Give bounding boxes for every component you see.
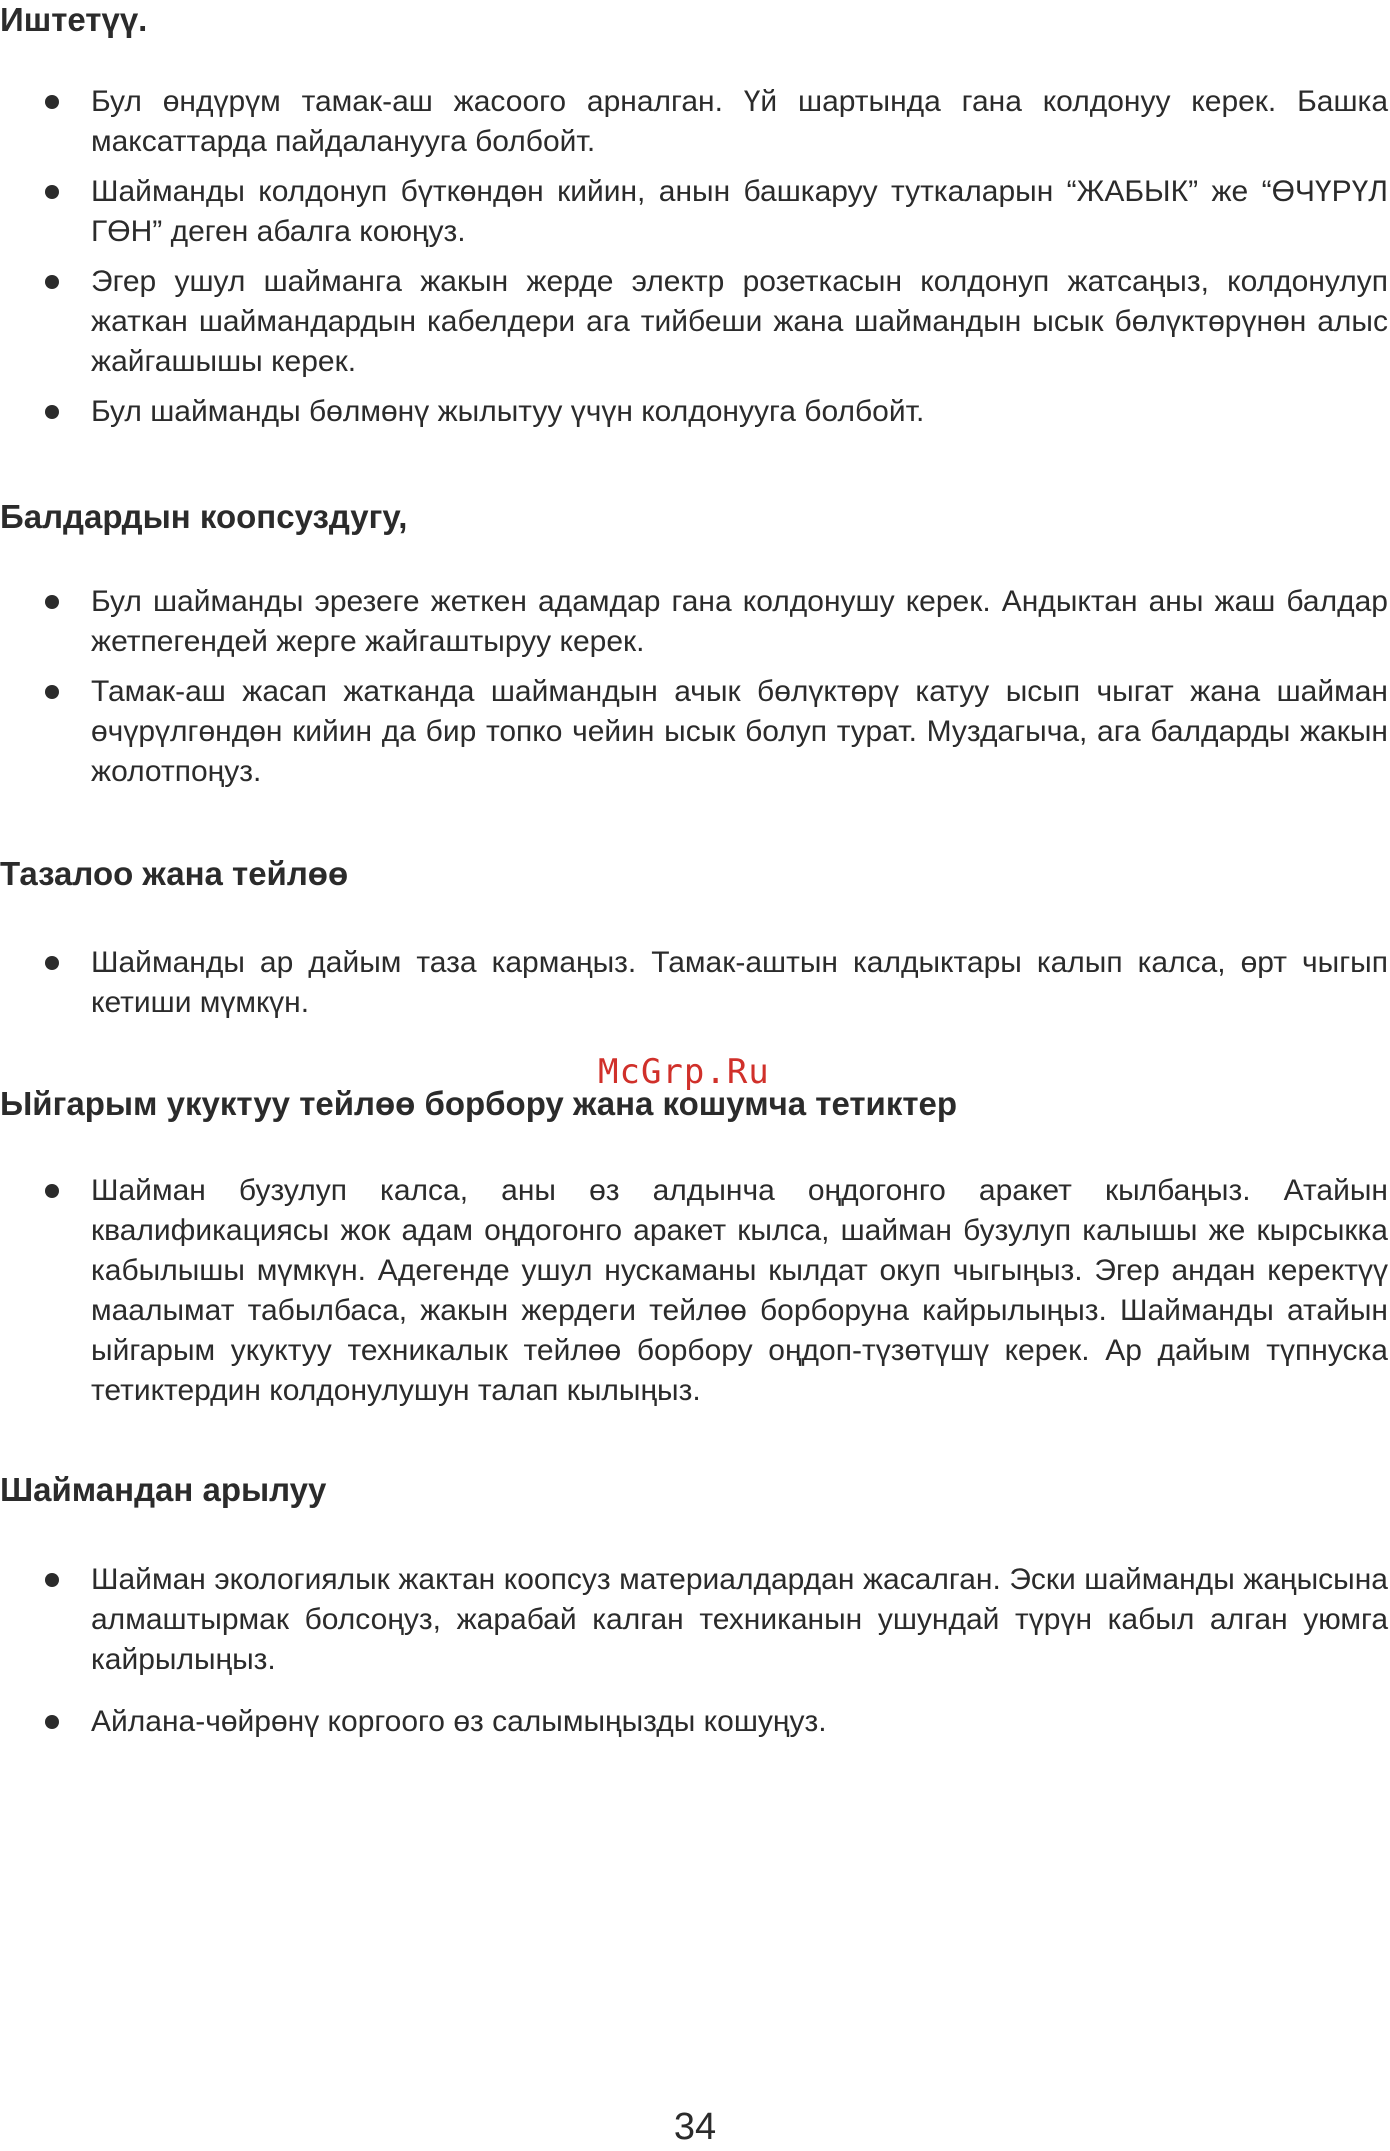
list-item-text: Бул шайманды бөлмөнү жылытуу үчүн колдонууга болбойт.: [91, 395, 925, 428]
list-item: [0, 582, 1390, 662]
list-item-text: Айлана-чөйрөнү коргоого өз салымыңызды кошуңуз.: [91, 1705, 827, 1738]
bullet-icon: [45, 275, 59, 289]
list-item-text: Бул өндүрүм тамак-аш жасоого арналган. Үй шартында гана колдонуу керек. Башка максаттарда пайдаланууга болбойт.: [91, 85, 1388, 158]
watermark: McGrp.Ru: [598, 1052, 770, 1092]
bullet-icon: [45, 1573, 59, 1587]
list-item-text: Шайман бузулуп калса, аны өз алдынча оңдогонго аракет кылбаңыз. Атайын квалификациясы жок адам оңдогонго аракет кылса, шайман бузулуп калышы же кырсыкка кабылышы мүмкүн. Адегенде ушул нускаманы кылдат окуп чыгыңыз. Эгер андан керектүү маалымат табылбаса, жакын жердеги тейлөө борборуна кайрылыңыз. Шайманды атайын ыйгарым укуктуу техникалык тейлөө борбору оңдоп-түзөтүшү керек. Ар дайым түпнуска тетиктердин колдонулушун талап кылыңыз.: [91, 1174, 1388, 1407]
bullet-icon: [45, 1184, 59, 1198]
list-item-text: Шайман экологиялык жактан коопсуз материалдардан жасалган. Эски шайманды жаңысына алмаштырмак болсоңуз, жарабай калган техниканын ушундай түрүн кабыл алган уюмга кайрылыңыз.: [91, 1563, 1388, 1676]
bullet-list: [0, 582, 1390, 802]
list-item: [0, 672, 1390, 792]
list-item-text: Шайманды ар дайым таза кармаңыз. Тамак-аштын калдыктары калып калса, өрт чыгып кетиши мүмкүн.: [91, 946, 1388, 1019]
list-item: [0, 392, 1390, 432]
bullet-icon: [45, 1715, 59, 1729]
bullet-list: [0, 943, 1390, 1033]
section-heading: Тазалоо жана тейлөө: [0, 855, 349, 892]
bullet-list: [0, 82, 1390, 442]
page-number: 34: [673, 2106, 717, 2148]
section-heading: Балдардын коопсуздугу,: [0, 498, 408, 535]
list-item: [0, 172, 1390, 252]
bullet-icon: [45, 595, 59, 609]
list-item: [0, 1560, 1390, 1680]
section-heading: Шаймандан арылуу: [0, 1471, 327, 1508]
list-item: [0, 1702, 1390, 1742]
bullet-icon: [45, 685, 59, 699]
list-item-text: Эгер ушул шайманга жакын жерде электр розеткасын колдонуп жатсаңыз, колдонулуп жаткан шаймандардын кабелдери ага тийбеши жана шаймандын ысык бөлүктөрүнөн алыс жайгашышы керек.: [91, 265, 1388, 378]
bullet-list: [0, 1560, 1390, 1752]
bullet-icon: [45, 95, 59, 109]
list-item: [0, 82, 1390, 162]
list-item-text: Тамак-аш жасап жатканда шаймандын ачык бөлүктөрү катуу ысып чыгат жана шайман өчүрүлгөндөн кийин да бир топко чейин ысык болуп турат. Муздагыча, ага балдарды жакын жолотпоңуз.: [91, 675, 1388, 788]
list-item: [0, 262, 1390, 382]
bullet-icon: [45, 956, 59, 970]
list-item: [0, 943, 1390, 1023]
list-item: [0, 1171, 1390, 1411]
section-heading: Ыйгарым укуктуу тейлөө борбору жана кошумча тетиктер: [0, 1085, 958, 1122]
list-item-text: Бул шайманды эрезеге жеткен адамдар гана колдонушу керек. Андыктан аны жаш балдар жетпегендей жерге жайгаштыруу керек.: [91, 585, 1388, 658]
list-item-text: Шайманды колдонуп бүткөндөн кийин, анын башкаруу туткаларын “ЖАБЫК” же “ӨЧҮРҮЛ ГӨН” деген абалга коюңуз.: [91, 175, 1388, 248]
bullet-list: [0, 1171, 1390, 1421]
bullet-icon: [45, 185, 59, 199]
section-heading: Иштетүү.: [0, 1, 148, 38]
bullet-icon: [45, 405, 59, 419]
